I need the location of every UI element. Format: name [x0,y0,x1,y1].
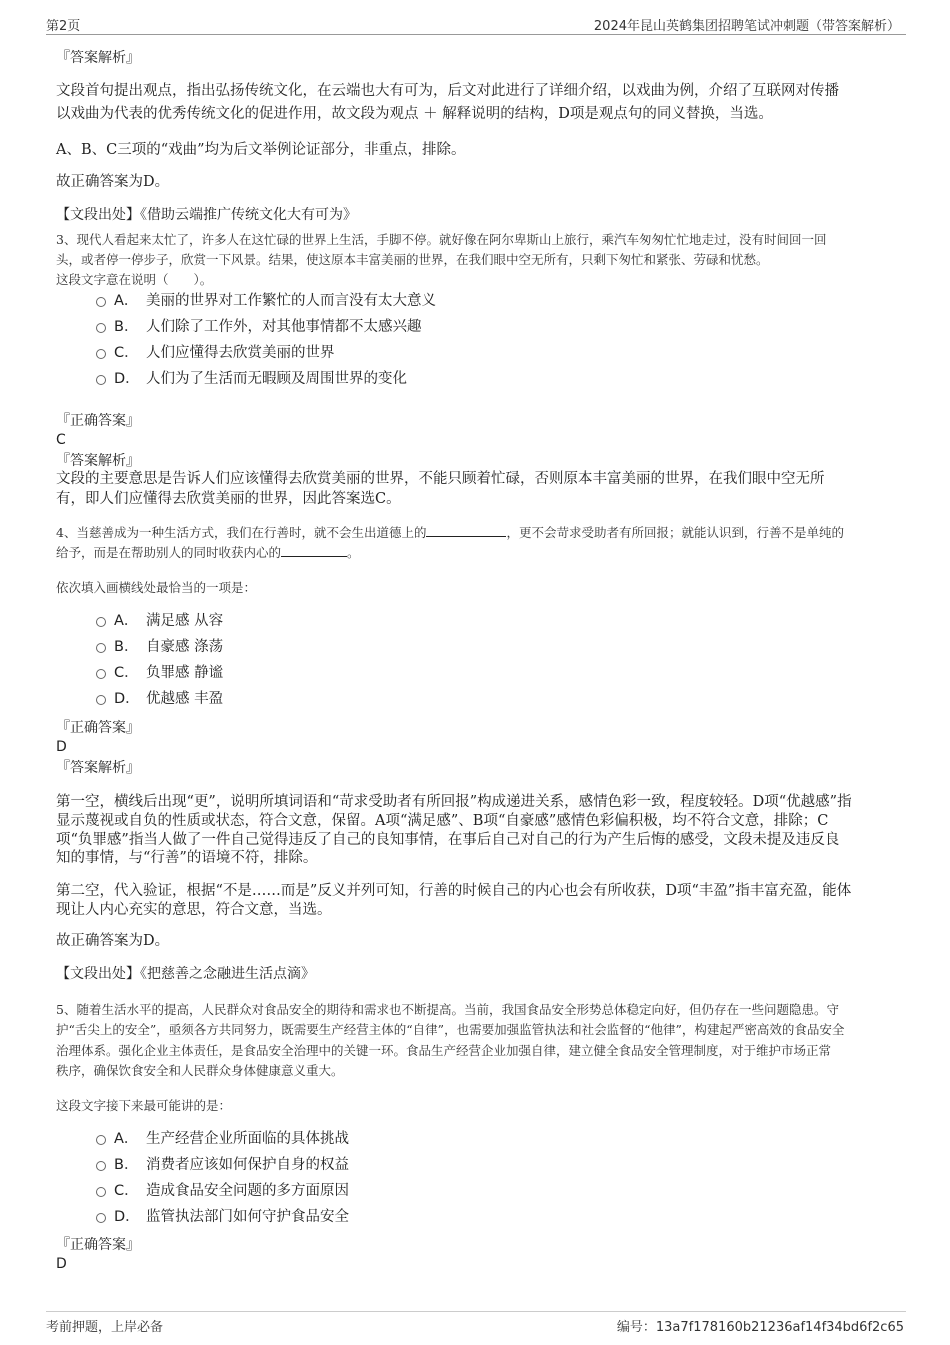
q4-correct-label: 『正确答案』 [56,720,140,736]
radio-icon[interactable] [96,1187,106,1197]
q4-analysis-1-line-3: 项“负罪感”指当人做了一件自己觉得违反了自己的良知事情，在事后自己对自己的行为产生后悔的感受，文段未提及违反良 [56,832,840,848]
q4-stem-line-2: 给予，而是在帮助别人的同时收获内心的 。 [56,545,360,560]
page-footer [46,1311,906,1334]
radio-icon[interactable] [96,297,106,307]
q4-stem-line-1: 4、当慈善成为一种生活方式，我们在行善时，就不会生出道德上的 ，更不会苛求受助者有所回报；就能认识到，行善不是单纯的 [56,525,844,540]
q4-source: 【文段出处】《把慈善之念融进生活点滴》 [56,966,315,982]
q4-analysis-1-line-2: 显示蔑视或自负的性质或状态，符合文意，保留。A项“满足感”、B项“自豪感”感情色彩偏积极，均不符合文意，排除；C [56,813,829,829]
q4-answer: D [56,739,67,755]
q5-answer: D [56,1256,67,1272]
radio-icon[interactable] [96,695,106,705]
document-code: 编号：13a7f178160b21236af14f34bd6f2c65 [616,1320,904,1335]
radio-icon[interactable] [96,1161,106,1171]
q4-prompt: 依次填入画横线处最恰当的一项是： [56,580,257,595]
q3-stem-line-3: 这段文字意在说明（ ）。 [56,272,213,287]
q5-stem-line-1: 5、随着生活水平的提高，人民群众对食品安全的期待和需求也不断提高。当前，我国食品安全形势总体稳定向好，但仍存在一些问题隐患。守 [56,1002,839,1017]
radio-icon[interactable] [96,1213,106,1223]
radio-icon[interactable] [96,1135,106,1145]
fill-blank-2 [281,544,347,557]
q5-correct-label: 『正确答案』 [56,1237,140,1253]
q4-analysis-label: 『答案解析』 [56,760,140,776]
q2-source: 【文段出处】《借助云端推广传统文化大有可为》 [56,207,357,223]
q3-correct-label: 『正确答案』 [56,413,140,429]
q3-answer: C [56,432,66,448]
q2-analysis-label: 『答案解析』 [56,50,140,66]
page-header [46,14,906,35]
document-title: 2024年昆山英鹤集团招聘笔试冲刺题（带答案解析） [593,19,900,34]
q2-conclusion: 故正确答案为D。 [56,174,170,190]
fill-blank-1 [426,524,506,537]
q5-stem-line-4: 秩序，确保饮食安全和人民群众身体健康意义重大。 [56,1063,344,1078]
footer-slogan: 考前押题，上岸必备 [46,1320,164,1335]
q4-analysis-2-line-2: 现让人内心充实的意思，符合文意，当选。 [56,902,332,918]
radio-icon[interactable] [96,375,106,385]
q4-analysis-1-line-1: 第一空，横线后出现“更”，说明所填词语和“苛求受助者有所回报”构成递进关系，感情色彩一致，程度较轻。D项“优越感”指 [56,794,852,810]
q2-analysis-line-2: 以戏曲为代表的优秀传统文化的促进作用，故文段为观点 ＋ 解释说明的结构，D项是观点句的同义替换，当选。 [56,106,773,122]
radio-icon[interactable] [96,323,106,333]
radio-icon[interactable] [96,669,106,679]
q2-analysis-line-1: 文段首句提出观点，指出弘扬传统文化，在云端也大有可为，后文对此进行了详细介绍，以戏曲为例，介绍了互联网对传播 [56,83,839,99]
radio-icon[interactable] [96,349,106,359]
q5-stem-line-3: 治理体系。强化企业主体责任，是食品安全治理中的关键一环。食品生产经营企业加强自律，建立健全食品安全管理制度，对于维护市场正常 [56,1043,832,1058]
page-number: 第2页 [46,19,81,34]
q3-stem-line-2: 头，或者停一停步子，欣赏一下风景。结果，使这原本丰富美丽的世界，在我们眼中空无所有，只剩下匆忙和紧张、劳碌和忧愁。 [56,252,769,267]
q3-analysis-line-2: 有，即人们应懂得去欣赏美丽的世界，因此答案选C。 [56,491,401,507]
q4-analysis-2-line-1: 第二空，代入验证，根据“不是……而是”反义并列可知，行善的时候自己的内心也会有所收获，D项“丰盈”指丰富充盈，能体 [56,883,852,899]
q4-conclusion: 故正确答案为D。 [56,933,170,949]
q3-analysis-label: 『答案解析』 [56,453,140,469]
q4-analysis-1-line-4: 知的事情，与“行善”的语境不符，排除。 [56,850,318,866]
q3-stem-line-1: 3、现代人看起来太忙了，许多人在这忙碌的世界上生活，手脚不停。就好像在阿尔卑斯山上旅行，乘汽车匆匆忙忙地走过，没有时间回一回 [56,232,827,247]
radio-icon[interactable] [96,643,106,653]
q5-stem-line-2: 护“舌尖上的安全”，亟须各方共同努力，既需要生产经营主体的“自律”，也需要加强监管执法和社会监督的“他律”，构建起严密高效的食品安全 [56,1022,845,1037]
q5-prompt: 这段文字接下来最可能讲的是： [56,1098,232,1113]
radio-icon[interactable] [96,617,106,627]
q2-analysis-paragraph-2: A、B、C三项的“戏曲”均为后文举例论证部分，非重点，排除。 [56,142,466,158]
q3-analysis-line-1: 文段的主要意思是告诉人们应该懂得去欣赏美丽的世界，不能只顾着忙碌，否则原本丰富美丽的世界，在我们眼中空无所 [56,471,825,487]
